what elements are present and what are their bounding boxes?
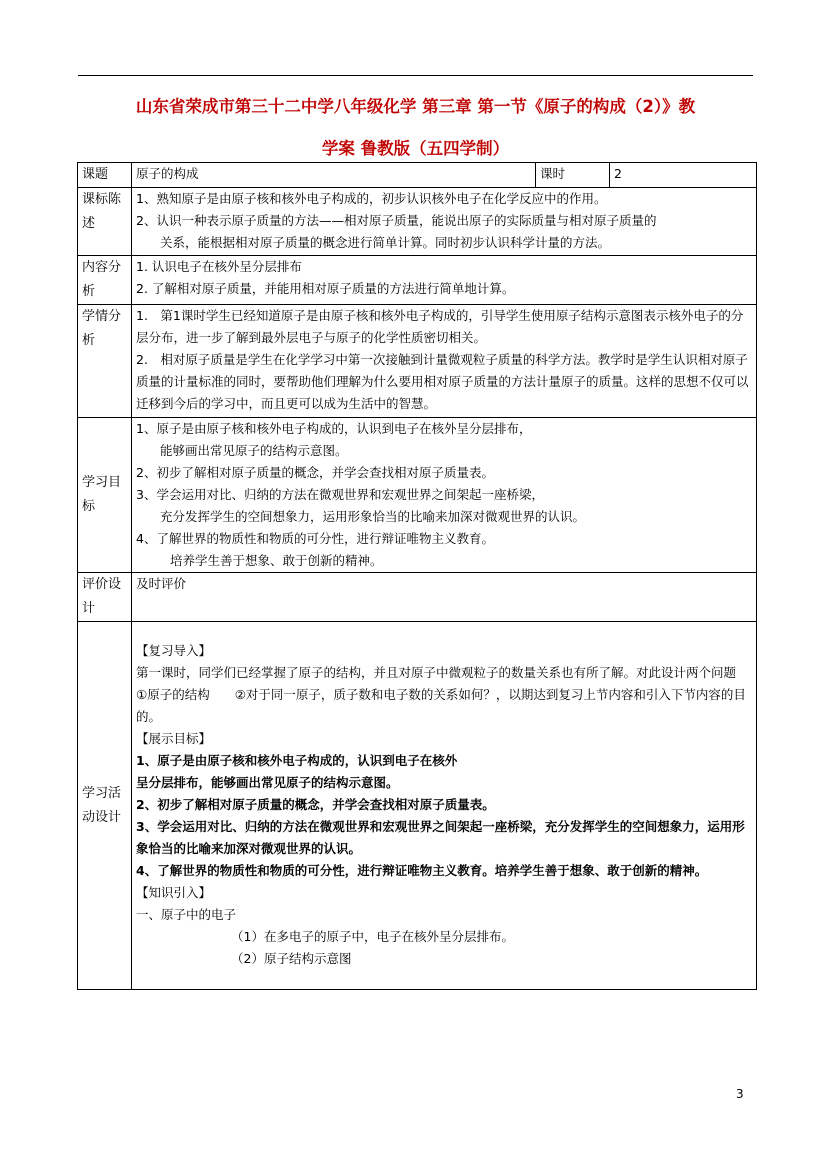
goals-line-3: 2、初步了解相对原子质量的概念，并学会查找相对原子质量表。	[136, 465, 494, 480]
eval-label: 评价设计	[78, 573, 132, 622]
content-row	[78, 256, 757, 305]
learning-goals	[132, 418, 757, 573]
header-rule	[78, 75, 753, 76]
activity-row	[78, 622, 757, 990]
standard-content	[132, 188, 757, 256]
standard-line-2: 2、认识一种表示原子质量的方法——相对原子质量，能说出原子的实际质量与相对原子质量的	[136, 213, 657, 228]
content-analysis	[132, 256, 757, 305]
goals-heading: 【展示目标】	[136, 731, 212, 746]
eval-value: 及时评价	[132, 573, 757, 622]
activity-label: 学习活动设计	[78, 622, 132, 990]
situation-para-2: 2. 相对原子质量是学生在化学学习中第一次接触到计量微观粒子质量的科学方法。教学时是学生认识相对原子质量的计量标准的同时，要帮助他们理解为什么要用相对原子质量的方法计量原子的质量。这样的思想不仅可以迁移到今后的学习中，而且更可以成为生活中的智慧。	[136, 352, 749, 411]
content-label: 内容分析	[78, 256, 132, 305]
section-heading-electrons: 一、原子中的电子	[136, 907, 237, 922]
goals-line-2: 能够画出常见原子的结构示意图。	[160, 443, 348, 458]
page-number: 3	[736, 1087, 744, 1101]
intro-heading: 【知识引入】	[136, 885, 212, 900]
goals-row	[78, 418, 757, 573]
topic-row	[78, 163, 757, 188]
goals-line-4: 3、学会运用对比、归纳的方法在微观世界和宏观世界之间架起一座桥梁，	[136, 487, 544, 502]
situation-para-1: 1. 第1课时学生已经知道原子是由原子核和核外电子构成的，引导学生使用原子结构示意图表示核外电子的分层分布，进一步了解到最外层电子与原子的化学性质密切相关。	[136, 308, 744, 345]
goals-line-1: 1、原子是由原子核和核外电子构成的，认识到电子在核外呈分层排布，	[136, 421, 532, 436]
review-paragraph: 第一课时，同学们已经掌握了原子的结构，并且对原子中微观粒子的数量关系也有所了解。对此设计两个问题 ①原子的结构 ②对于同一原子，质子数和电子数的关系如何？，以期达到复习上节内容和引入下节内容的目的。	[136, 665, 749, 724]
intro-item-1: （1）在多电子的原子中，电子在核外呈分层排布。	[231, 929, 514, 944]
content-line-2: 2. 了解相对原子质量，并能用相对原子质量的方法进行简单地计算。	[136, 281, 515, 296]
document-title-line1: 山东省荣成市第三十二中学八年级化学 第三章 第一节《原子的构成（2）》教	[135, 97, 696, 116]
display-goal-1b: 呈分层排布，能够画出常见原子的结构示意图。	[136, 775, 399, 790]
display-goal-3: 3、学会运用对比、归纳的方法在微观世界和宏观世界之间架起一座桥梁，充分发挥学生的空间想象力，运用形象恰当的比喻来加深对微观世界的认识。	[136, 819, 745, 856]
activity-design	[132, 622, 757, 990]
period-value: 2	[610, 163, 757, 188]
activity-spacer	[136, 622, 752, 640]
standard-line-3: 关系，能根据相对原子质量的概念进行简单计算。同时初步认识科学计量的方法。	[160, 235, 611, 250]
goals-label: 学习目标	[78, 418, 132, 573]
display-goal-2: 2、初步了解相对原子质量的概念，并学会查找相对原子质量表。	[136, 797, 495, 812]
topic-label: 课题	[78, 163, 132, 188]
document-title-line2: 学案 鲁教版（五四学制）	[321, 139, 510, 158]
content-line-1: 1. 认识电子在核外呈分层排布	[136, 259, 302, 274]
standard-label: 课标陈述	[78, 188, 132, 256]
review-heading: 【复习导入】	[136, 643, 212, 658]
eval-row	[78, 573, 757, 622]
topic-value: 原子的构成	[132, 163, 536, 188]
period-label: 课时	[536, 163, 610, 188]
lesson-plan-table	[77, 162, 757, 990]
standard-row	[78, 188, 757, 256]
goals-line-7: 培养学生善于想象、敢于创新的精神。	[170, 553, 383, 568]
standard-line-1: 1、熟知原子是由原子核和核外电子构成的，初步认识核外电子在化学反应中的作用。	[136, 191, 607, 206]
goals-line-5: 充分发挥学生的空间想象力，运用形象恰当的比喻来加深对微观世界的认识。	[160, 509, 586, 524]
display-goal-4: 4、了解世界的物质性和物质的可分性，进行辩证唯物主义教育。培养学生善于想象、敢于创新的精神。	[136, 863, 708, 878]
document-title	[78, 86, 753, 170]
intro-item-2: （2）原子结构示意图	[231, 951, 352, 966]
goals-line-6: 4、了解世界的物质性和物质的可分性，进行辩证唯物主义教育。	[136, 531, 494, 546]
situation-analysis	[132, 305, 757, 418]
situation-row	[78, 305, 757, 418]
situation-label: 学情分析	[78, 305, 132, 418]
display-goal-1a: 1、原子是由原子核和核外电子构成的，认识到电子在核外	[136, 753, 458, 768]
